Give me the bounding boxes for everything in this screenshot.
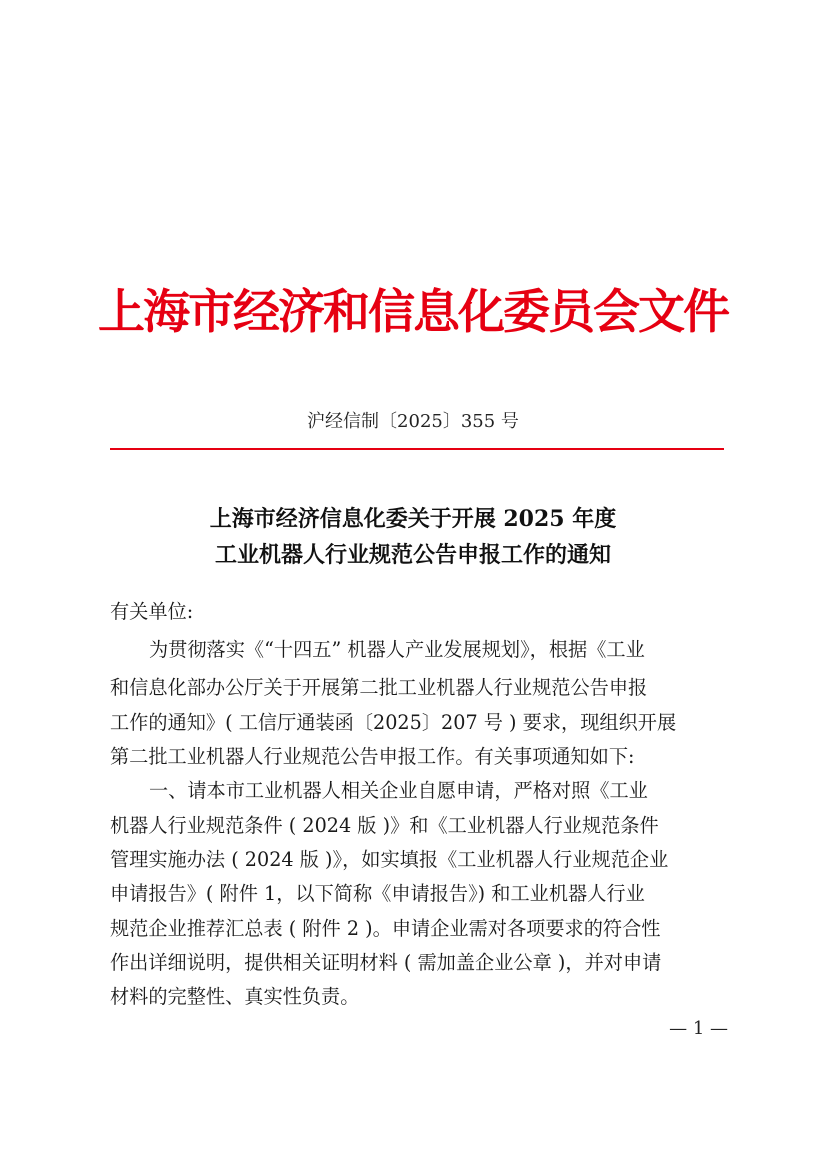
document-number: 沪经信制〔2025〕355 号 <box>307 411 519 432</box>
paragraph-line: 和信息化部办公厅关于开展第二批工业机器人行业规范公告申报 <box>110 676 648 699</box>
paragraph-line: 一、请本市工业机器人相关企业自愿申请，严格对照《工业 <box>149 779 648 802</box>
notice-title-line-1: 上海市经济信息化委关于开展 2025 年度 <box>209 506 617 532</box>
paragraph-line: 申请报告》( 附件 1，以下简称《申请报告》) 和工业机器人行业 <box>110 882 645 905</box>
paragraph-line: 管理实施办法 ( 2024 版 )》，如实填报《工业机器人行业规范企业 <box>110 848 669 871</box>
red-divider-line <box>110 448 724 450</box>
paragraph-line: 机器人行业规范条件 ( 2024 版 )》和《工业机器人行业规范条件 <box>110 814 659 837</box>
paragraph-line: 材料的完整性、真实性负责。 <box>110 985 360 1008</box>
salutation: 有关单位: <box>110 600 194 623</box>
paragraph-line: 为贯彻落实《“十四五” 机器人产业发展规划》，根据《工业 <box>149 638 645 661</box>
paragraph-line: 作出详细说明，提供相关证明材料 ( 需加盖企业公章 )，并对申请 <box>110 951 662 974</box>
paragraph-line: 工作的通知》( 工信厅通装函〔2025〕207 号 ) 要求，现组织开展 <box>110 711 677 734</box>
paragraph-line: 第二批工业机器人行业规范公告申报工作。有关事项通知如下: <box>110 745 635 768</box>
notice-title-line-2: 工业机器人行业规范公告申报工作的通知 <box>214 542 611 568</box>
page-number: — 1 — <box>669 1018 728 1039</box>
paragraph-line: 规范企业推荐汇总表 ( 附件 2 )。申请企业需对各项要求的符合性 <box>110 917 661 940</box>
letterhead-title: 上海市经济和信息化委员会文件 <box>98 285 728 340</box>
